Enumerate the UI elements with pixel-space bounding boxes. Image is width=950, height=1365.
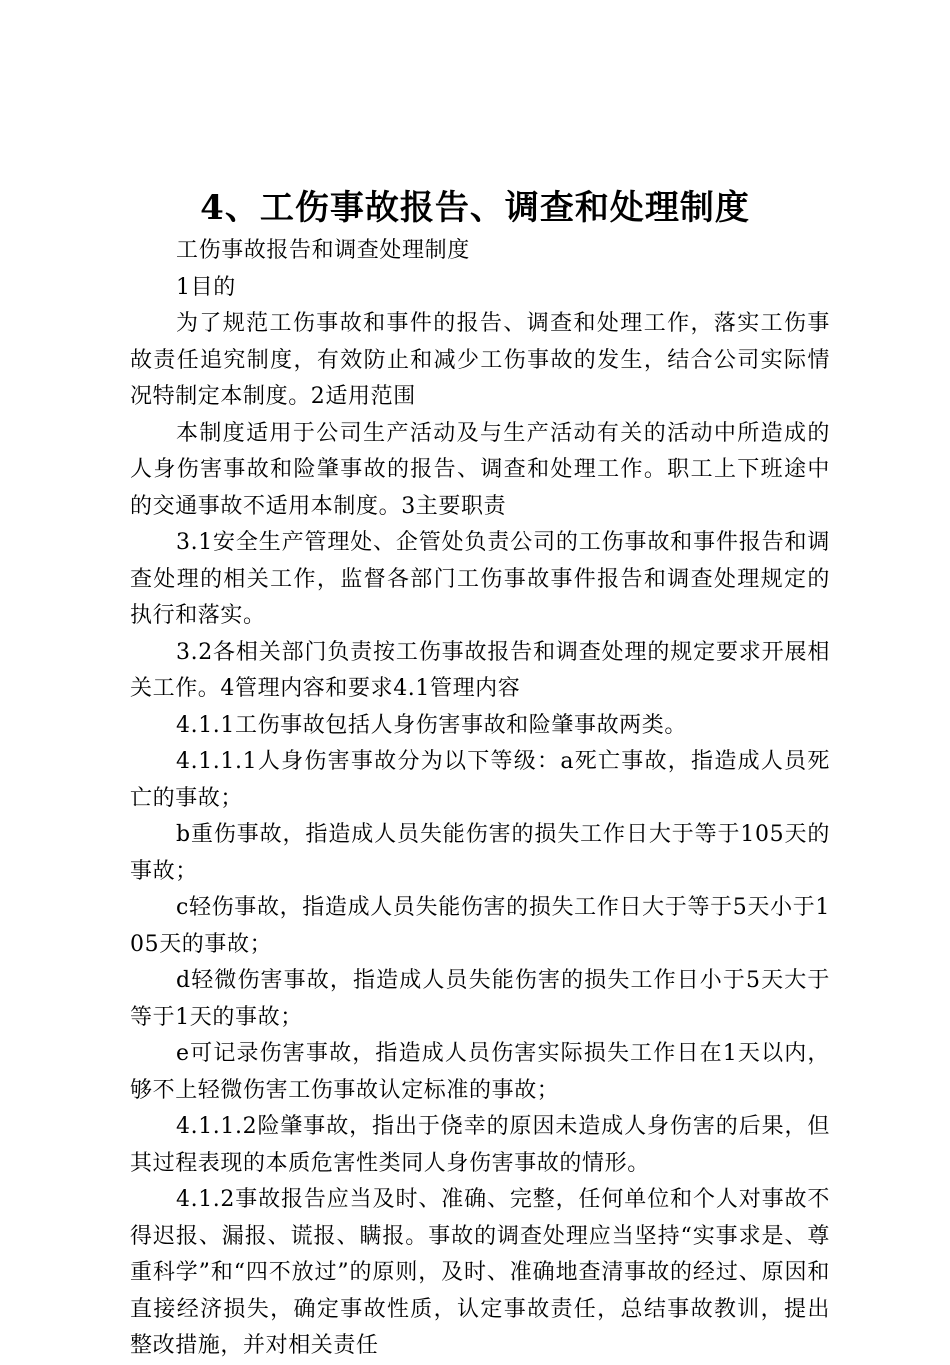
content-4-1-1-paragraph: 4.1.1工伤事故包括人身伤害事故和险肇事故两类。: [176, 712, 687, 738]
document-body: [130, 233, 830, 1365]
content-4-1-2-paragraph: 4.1.2事故报告应当及时、准确、完整，任何单位和个人对事故不得迟报、漏报、谎报、瞒报。事故的调查处理应当坚持“实事求是、尊重科学”和“四不放过”的原则，及时、准确地查清事故的经过、原因和直接经济损失，确定事故性质，认定事故责任，总结事故教训，提出整改措施，并对相关责任: [130, 1187, 830, 1358]
purpose-paragraph: 为了规范工伤事故和事件的报告、调查和处理工作，落实工伤事故责任追究制度，有效防止和减少工伤事故的发生，结合公司实际情况特制定本制度。2适用范围: [130, 311, 830, 409]
content-4-1-1-1-paragraph: 4.1.1.1人身伤害事故分为以下等级：a死亡事故，指造成人员死亡的事故；: [130, 749, 830, 811]
section-purpose-heading: 1目的: [176, 274, 236, 300]
level-b-paragraph: b重伤事故，指造成人员失能伤害的损失工作日大于等于105天的事故；: [130, 822, 830, 884]
document-title: 4、工伤事故报告、调查和处理制度: [200, 188, 750, 228]
scope-paragraph: 本制度适用于公司生产活动及与生产活动有关的活动中所造成的人身伤害事故和险肇事故的报告、调查和处理工作。职工上下班途中的交通事故不适用本制度。3主要职责: [130, 420, 830, 519]
content-4-1-1-2-paragraph: 4.1.1.2险肇事故，指出于侥幸的原因未造成人身伤害的后果，但其过程表现的本质危害性类同人身伤害事故的情形。: [130, 1114, 830, 1176]
level-d-paragraph: d轻微伤害事故，指造成人员失能伤害的损失工作日小于5天大于等于1天的事故；: [130, 968, 830, 1030]
level-e-paragraph: e可记录伤害事故，指造成人员伤害实际损失工作日在1天以内，够不上轻微伤害工伤事故认定标准的事故；: [130, 1041, 830, 1103]
responsibility-3-2-paragraph: 3.2各相关部门负责按工伤事故报告和调查处理的规定要求开展相关工作。4管理内容和要求4.1管理内容: [130, 639, 830, 701]
subtitle-paragraph: 工伤事故报告和调查处理制度: [176, 238, 470, 263]
responsibility-3-1-paragraph: 3.1安全生产管理处、企管处负责公司的工伤事故和事件报告和调查处理的相关工作，监督各部门工伤事故事件报告和调查处理规定的执行和落实。: [130, 530, 830, 628]
level-c-paragraph: c轻伤事故，指造成人员失能伤害的损失工作日大于等于5天小于105天的事故；: [130, 895, 830, 957]
